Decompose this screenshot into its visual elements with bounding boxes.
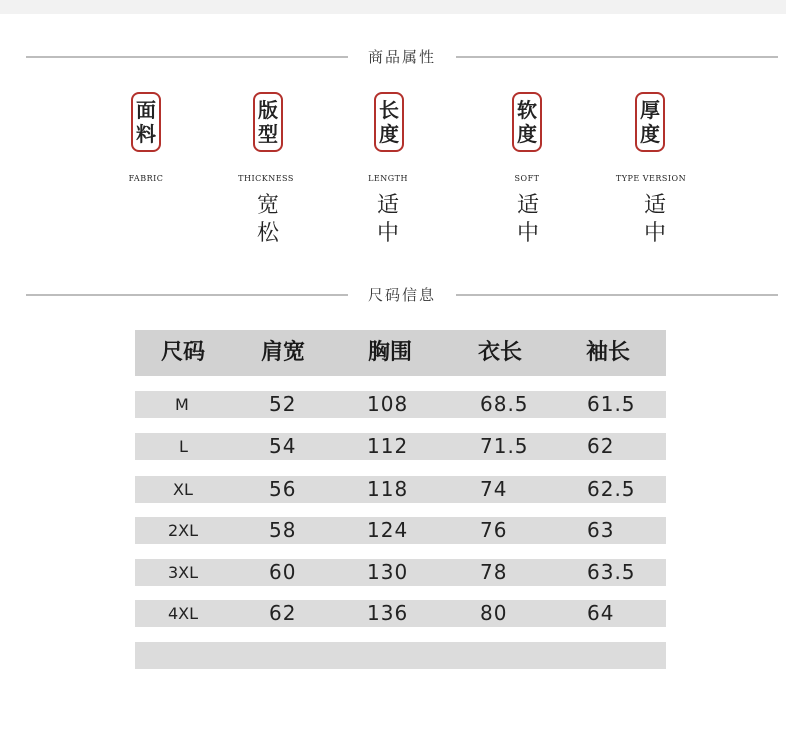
cell-size: 2XL [168, 521, 199, 540]
cell-length: 76 [480, 518, 508, 542]
cell-shoulder: 60 [269, 560, 297, 584]
cell-size: 3XL [168, 563, 199, 582]
attr-value-char: 适 [516, 193, 539, 218]
cell-sleeve: 63 [587, 518, 615, 542]
attr-value-char: 宽 [256, 193, 279, 218]
header-size: 尺码 [161, 340, 206, 365]
attributes-section-title: 商品属性 [367, 48, 436, 66]
cell-chest: 108 [367, 392, 409, 416]
header-length: 衣长 [478, 340, 523, 365]
cell-shoulder: 62 [269, 601, 297, 625]
attr-value [508, 192, 548, 248]
cell-length: 71.5 [480, 434, 529, 458]
table-row-empty [135, 642, 666, 669]
table-row [135, 600, 666, 627]
seal-length [374, 92, 404, 152]
cell-sleeve: 63.5 [587, 560, 636, 584]
attributes-section-divider [26, 47, 778, 67]
cell-sleeve: 64 [587, 601, 615, 625]
cell-shoulder: 54 [269, 434, 297, 458]
cell-chest: 112 [367, 434, 409, 458]
table-row [135, 517, 666, 544]
cell-sleeve: 62.5 [587, 477, 636, 501]
seal-char: 度 [640, 122, 660, 146]
seal-softness [512, 92, 542, 152]
divider-line-right [456, 294, 778, 296]
attr-english-label: LENGTH [368, 174, 408, 183]
seal-char: 度 [517, 122, 537, 146]
seal-char: 版 [258, 98, 278, 122]
cell-size: XL [173, 480, 193, 499]
cell-length: 68.5 [480, 392, 529, 416]
table-row [135, 476, 666, 503]
table-row [135, 391, 666, 418]
cell-length: 74 [480, 477, 508, 501]
seal-char: 软 [517, 98, 537, 122]
attr-english-label: SOFT [514, 174, 540, 183]
seal-thickness [635, 92, 665, 152]
attr-value-char: 中 [376, 221, 399, 246]
header-sleeve: 袖长 [586, 340, 631, 365]
seal-char: 长 [379, 98, 399, 122]
size-section-title: 尺码信息 [367, 286, 436, 304]
attr-value-char: 中 [516, 221, 539, 246]
cell-shoulder: 52 [269, 392, 297, 416]
top-band [0, 0, 786, 14]
seal-fabric [131, 92, 161, 152]
attr-value-char: 适 [643, 193, 666, 218]
cell-size: L [179, 437, 188, 456]
seal-fit [253, 92, 283, 152]
cell-size: M [175, 395, 189, 414]
cell-chest: 118 [367, 477, 409, 501]
seal-char: 型 [258, 122, 278, 146]
attr-value-char: 松 [256, 221, 279, 246]
size-section-divider [26, 285, 778, 305]
attr-english-label: THICKNESS [238, 174, 294, 183]
divider-line-left [26, 294, 348, 296]
cell-chest: 124 [367, 518, 409, 542]
attr-value [248, 192, 288, 248]
cell-shoulder: 56 [269, 477, 297, 501]
cell-sleeve: 61.5 [587, 392, 636, 416]
attr-value [368, 192, 408, 248]
cell-length: 78 [480, 560, 508, 584]
cell-chest: 130 [367, 560, 409, 584]
attr-english-label: FABRIC [128, 174, 164, 183]
table-row [135, 559, 666, 586]
seal-char: 厚 [640, 98, 660, 122]
cell-sleeve: 62 [587, 434, 615, 458]
seal-char: 面 [136, 98, 156, 122]
attr-value-char: 中 [643, 221, 666, 246]
cell-chest: 136 [367, 601, 409, 625]
attr-value-char: 适 [376, 193, 399, 218]
size-table-header [135, 330, 666, 376]
divider-line-left [26, 56, 348, 58]
header-shoulder: 肩宽 [261, 340, 306, 365]
seal-char: 料 [136, 122, 156, 146]
cell-size: 4XL [168, 604, 199, 623]
table-row [135, 433, 666, 460]
attr-value [635, 192, 675, 248]
divider-line-right [456, 56, 778, 58]
cell-shoulder: 58 [269, 518, 297, 542]
seal-char: 度 [379, 122, 399, 146]
attr-english-label: TYPE VERSION [615, 174, 687, 183]
cell-length: 80 [480, 601, 508, 625]
header-chest: 胸围 [368, 340, 413, 365]
